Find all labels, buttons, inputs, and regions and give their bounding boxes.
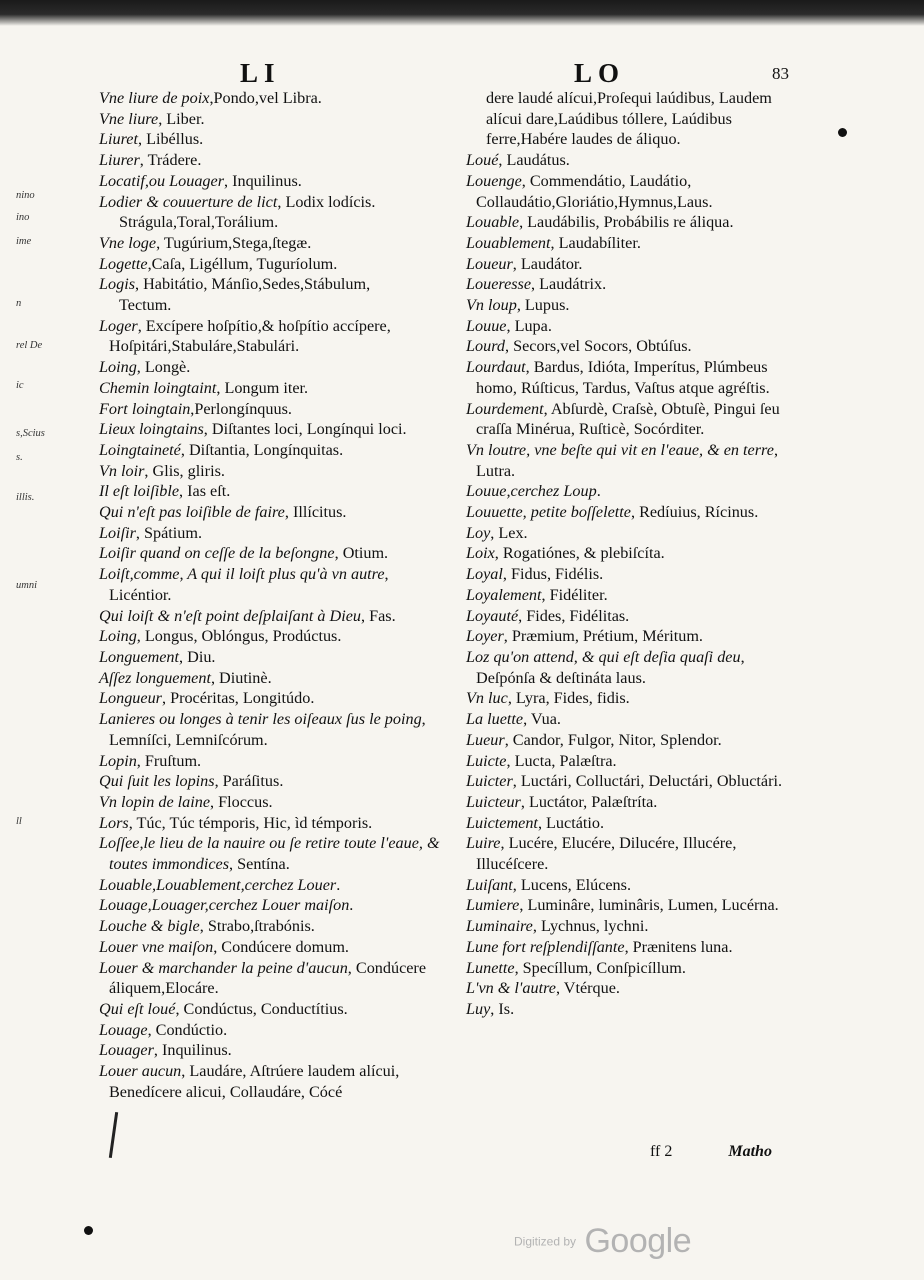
dictionary-entry bbox=[99, 440, 449, 461]
entry-headword: Aſſez longuement bbox=[99, 668, 211, 687]
dictionary-entry bbox=[99, 709, 449, 750]
entry-translation: , Vtérque. bbox=[555, 979, 620, 998]
entry-translation: , Fidéliter. bbox=[541, 585, 608, 604]
dictionary-entry bbox=[466, 440, 806, 481]
entry-headword: Loz qu'on attend, & qui eſt deſia quaſi deu bbox=[466, 647, 741, 666]
entry-headword: Longueur bbox=[99, 689, 162, 708]
entry-translation: , Lucta, Palæſtra. bbox=[506, 751, 617, 770]
dictionary-entry bbox=[466, 895, 806, 916]
entry-headword: Louer aucun bbox=[99, 1062, 182, 1081]
dictionary-entry bbox=[99, 129, 449, 150]
dictionary-entry bbox=[466, 316, 806, 337]
dictionary-entry bbox=[466, 647, 806, 688]
dictionary-entry bbox=[466, 88, 806, 150]
entry-translation: , Illícitus. bbox=[284, 503, 347, 522]
entry-headword: Louue,cerchez Loup bbox=[466, 482, 597, 501]
entry-translation: , Paráſitus. bbox=[214, 772, 284, 791]
entry-translation: , Diſtantes loci, Longínqui loci. bbox=[203, 420, 407, 439]
catchword: Matho bbox=[728, 1143, 772, 1160]
entry-translation: , Prænitens luna. bbox=[624, 937, 733, 956]
entry-headword: Vn lopin de laine bbox=[99, 792, 211, 811]
signature-line bbox=[650, 1143, 772, 1161]
dictionary-entry bbox=[466, 709, 806, 730]
dictionary-entry bbox=[99, 461, 449, 482]
dictionary-entry bbox=[466, 254, 806, 275]
entry-translation: , Lodix lodícis. bbox=[277, 192, 376, 211]
entry-headword: Loueur bbox=[466, 254, 513, 273]
entry-translation: , Procéritas, Longitúdo. bbox=[161, 689, 315, 708]
entry-translation: , Laudáre, Aſtrúere laudem alícui, Benedícere alicui, Collaudáre, Cócé bbox=[109, 1062, 400, 1101]
entry-translation: , Condúcere áliquem,Elocáre. bbox=[109, 958, 427, 998]
entry-headword: Logette bbox=[99, 254, 148, 273]
dictionary-entry bbox=[99, 212, 449, 233]
entry-translation: , Strabo,ſtrabónis. bbox=[199, 917, 315, 936]
entry-translation: . bbox=[349, 896, 354, 915]
entry-headword: Luminaire bbox=[466, 917, 533, 936]
entry-translation: , Diutinè. bbox=[210, 668, 272, 687]
margin-note: nino bbox=[16, 190, 35, 201]
entry-headword: Luictement bbox=[466, 813, 538, 832]
entry-translation: , Floccus. bbox=[210, 792, 273, 811]
entry-headword: Louche & bigle bbox=[99, 917, 200, 936]
dictionary-entry bbox=[466, 958, 806, 979]
dictionary-entry bbox=[99, 688, 449, 709]
dictionary-entry bbox=[466, 171, 806, 212]
entry-headword: Lanieres ou longes à tenir les oiſeaux ſus le poing bbox=[99, 710, 422, 729]
dictionary-entry bbox=[466, 688, 806, 709]
ink-stroke bbox=[109, 1112, 118, 1158]
dictionary-entry bbox=[466, 274, 806, 295]
ink-dot bbox=[838, 128, 847, 137]
page-number: 83 bbox=[772, 64, 789, 83]
entry-translation: , Spátium. bbox=[135, 523, 202, 542]
dictionary-entry bbox=[99, 647, 449, 668]
entry-headword: Loyalement bbox=[466, 585, 542, 604]
digitized-watermark bbox=[514, 1222, 691, 1261]
dictionary-entry bbox=[466, 978, 806, 999]
entry-translation: , Licéntior. bbox=[109, 565, 389, 604]
entry-translation: , Luctári, Colluctári, Deluctári, Obluctári. bbox=[512, 772, 783, 791]
entry-translation: . bbox=[336, 875, 341, 894]
right-running-head: LO bbox=[574, 58, 626, 88]
dictionary-entry bbox=[466, 502, 806, 523]
entry-headword: Luiſant bbox=[466, 875, 513, 894]
margin-note: ll bbox=[16, 816, 22, 827]
dictionary-entry bbox=[466, 875, 806, 896]
entry-translation: , Secors,vel Socors, Obtúſus. bbox=[504, 337, 692, 356]
entry-headword: Lourd bbox=[466, 337, 505, 356]
right-column bbox=[466, 88, 806, 1020]
entry-translation: , Luminâre, luminâris, Lumen, Lucérna. bbox=[519, 896, 779, 915]
watermark-prefix: Digitized by bbox=[514, 1234, 577, 1249]
entry-headword: Luicter bbox=[466, 772, 513, 791]
margin-note: umni bbox=[16, 580, 37, 591]
dictionary-entry bbox=[99, 1061, 449, 1102]
dictionary-entry bbox=[466, 916, 806, 937]
dictionary-entry bbox=[99, 626, 449, 647]
dictionary-entry bbox=[99, 419, 449, 440]
entry-translation: , Laudátrix. bbox=[531, 275, 607, 294]
entry-translation: , Commendátio, Laudátio, Collaudátio,Gloriátio,Hymnus,Laus. bbox=[476, 171, 713, 211]
dictionary-entry bbox=[466, 399, 806, 440]
entry-headword: Lumiere bbox=[466, 896, 520, 915]
entry-headword: Fort loingtain bbox=[99, 399, 191, 418]
dictionary-entry bbox=[99, 192, 449, 213]
entry-headword: Loix bbox=[466, 544, 495, 563]
entry-translation: , Longus, Oblóngus, Prodúctus. bbox=[136, 627, 342, 646]
entry-headword: Vn loutre, vne beſte qui vit en l'eaue, & en terre bbox=[466, 440, 774, 459]
entry-headword: Loingtaineté bbox=[99, 440, 181, 459]
entry-headword: Louue bbox=[466, 316, 507, 335]
entry-translation: , Otium. bbox=[334, 544, 389, 563]
entry-headword: Luicteur bbox=[466, 792, 521, 811]
entry-translation: , Inquilinus. bbox=[153, 1041, 232, 1060]
entry-headword: Chemin loingtaint bbox=[99, 378, 217, 397]
dictionary-entry bbox=[99, 958, 449, 999]
entry-translation: , Lupus. bbox=[516, 296, 570, 315]
entry-headword: Louer & marchander la peine d'aucun bbox=[99, 958, 348, 977]
dictionary-entry bbox=[466, 212, 806, 233]
entry-translation: , Lex. bbox=[490, 523, 528, 542]
dictionary-entry bbox=[99, 523, 449, 544]
entry-translation: Strágula,Toral,Torálium. bbox=[119, 213, 279, 232]
margin-note: rel De bbox=[16, 340, 43, 351]
dictionary-entry bbox=[99, 999, 449, 1020]
entry-headword: Lodier & couuerture de lict bbox=[99, 192, 278, 211]
entry-translation: . bbox=[596, 482, 601, 501]
dictionary-entry bbox=[466, 626, 806, 647]
entry-translation: , Diu. bbox=[179, 647, 216, 666]
entry-translation: , Trádere. bbox=[139, 151, 202, 170]
margin-note: ime bbox=[16, 236, 32, 247]
entry-headword: Loyauté bbox=[466, 606, 519, 625]
entry-headword: Loiſt,comme, A qui il loiſt plus qu'à vn autre bbox=[99, 565, 385, 584]
dictionary-entry bbox=[466, 150, 806, 171]
dictionary-entry bbox=[99, 875, 449, 896]
entry-headword: Loy bbox=[466, 523, 491, 542]
entry-headword: Louage bbox=[99, 1020, 148, 1039]
entry-headword: Loing bbox=[99, 627, 137, 646]
entry-headword: Lune fort reſplendiſſante bbox=[466, 937, 625, 956]
entry-headword: Logis bbox=[99, 275, 135, 294]
entry-translation: , Condúctio. bbox=[147, 1020, 228, 1039]
entry-translation: , Laudabíliter. bbox=[550, 233, 641, 252]
entry-translation: , Fas. bbox=[361, 606, 396, 625]
dictionary-entry bbox=[466, 999, 806, 1020]
entry-translation: , Luctátio. bbox=[537, 813, 605, 832]
entry-translation: ,Perlongínquus. bbox=[190, 399, 292, 418]
entry-headword: Qui eſt loué bbox=[99, 999, 176, 1018]
dictionary-entry bbox=[466, 233, 806, 254]
entry-translation: , Rogatiónes, & plebiſcíta. bbox=[494, 544, 665, 563]
dictionary-entry bbox=[99, 378, 449, 399]
entry-headword: Loyal bbox=[466, 565, 503, 584]
dictionary-entry bbox=[466, 606, 806, 627]
entry-headword: Loſſee,le lieu de la nauire ou ſe retire toute l'eaue, & toutes immondices bbox=[99, 834, 440, 874]
dictionary-entry bbox=[466, 523, 806, 544]
entry-translation: , Specíllum, Conſpicíllum. bbox=[514, 958, 686, 977]
entry-translation: , Candor, Fulgor, Nitor, Splendor. bbox=[504, 730, 722, 749]
entry-headword: La luette bbox=[466, 710, 524, 729]
entry-translation: , Condúcere domum. bbox=[213, 937, 349, 956]
dictionary-entry bbox=[466, 771, 806, 792]
entry-translation: , Longè. bbox=[136, 358, 191, 377]
dictionary-entry bbox=[99, 254, 449, 275]
entry-translation: ,Caſa, Ligéllum, Tuguríolum. bbox=[147, 254, 338, 273]
dictionary-entry bbox=[99, 502, 449, 523]
entry-headword: Louuette, petite boſſelette bbox=[466, 503, 631, 522]
entry-translation: , Tugúrium,Stega,ſtegæ. bbox=[156, 233, 312, 252]
entry-translation: , Vua. bbox=[523, 710, 561, 729]
entry-translation: , Excípere hoſpítio,& hoſpítio accípere, Hoſpitári,Stabuláre,Stabulári. bbox=[109, 316, 391, 356]
entry-headword: Qui ſuit les lopins bbox=[99, 772, 215, 791]
entry-translation: Tectum. bbox=[119, 296, 172, 315]
entry-headword: Lueur bbox=[466, 730, 505, 749]
entry-headword: Lors bbox=[99, 813, 129, 832]
entry-translation: , Fidus, Fidélis. bbox=[502, 565, 604, 584]
entry-translation: , Lyra, Fides, fidis. bbox=[507, 689, 630, 708]
entry-headword: Lourdaut bbox=[466, 358, 526, 377]
dictionary-entry bbox=[99, 771, 449, 792]
entry-translation: , Præmium, Prétium, Méritum. bbox=[503, 627, 703, 646]
dictionary-entry bbox=[466, 792, 806, 813]
entry-headword: Loueresse bbox=[466, 275, 532, 294]
entry-headword: Liurer bbox=[99, 151, 140, 170]
entry-headword: Louablement bbox=[466, 233, 551, 252]
dictionary-entry bbox=[99, 813, 449, 834]
entry-translation: , Diſtantia, Longínquitas. bbox=[180, 440, 344, 459]
scan-dark-edge bbox=[0, 0, 924, 26]
entry-translation: , Bardus, Idióta, Imperítus, Plúmbeus homo, Rúſticus, Tardus, Vaſtus atque agréſtis. bbox=[476, 358, 770, 397]
entry-headword: Longuement bbox=[99, 647, 180, 666]
signature-mark: ff 2 bbox=[650, 1143, 673, 1160]
dictionary-entry bbox=[99, 171, 449, 192]
dictionary-entry bbox=[99, 1020, 449, 1041]
entry-headword: Vn luc bbox=[466, 689, 508, 708]
entry-translation: , Lupa. bbox=[506, 316, 552, 335]
entry-translation: ,Pondo,vel Libra. bbox=[209, 89, 322, 107]
dictionary-entry bbox=[466, 295, 806, 316]
dictionary-entry bbox=[99, 916, 449, 937]
dictionary-entry bbox=[466, 336, 806, 357]
dictionary-entry bbox=[466, 937, 806, 958]
entry-headword: Loyer bbox=[466, 627, 504, 646]
entry-translation: , Lychnus, lychni. bbox=[532, 917, 649, 936]
entry-translation: , Túc, Túc témporis, Hic, ìd témporis. bbox=[128, 813, 373, 832]
dictionary-entry bbox=[99, 937, 449, 958]
entry-headword: Qui loiſt & n'eſt point deſplaiſant à Dieu bbox=[99, 606, 361, 625]
entry-translation: , Liber. bbox=[158, 109, 205, 128]
entry-translation: , Lemníſci, Lemniſcórum. bbox=[109, 710, 426, 749]
dictionary-entry bbox=[466, 833, 806, 874]
dictionary-entry bbox=[99, 481, 449, 502]
entry-translation: , Ias eſt. bbox=[179, 482, 231, 501]
entry-translation: , Abſurdè, Craſsè, Obtuſè, Pingui ſeu craſſa Minérua, Ruſticè, Socórditer. bbox=[476, 399, 780, 439]
entry-translation: dere laudé alícui,Proſequi laúdibus, Laudem alícui dare,Laúdibus tóllere, Laúdibus ferre,Habére laudes de áliquo. bbox=[486, 89, 772, 149]
dictionary-entry bbox=[99, 564, 449, 605]
entry-translation: , Glis, gliris. bbox=[144, 461, 225, 480]
entry-headword: Lieux loingtains bbox=[99, 420, 204, 439]
entry-headword: Lopin bbox=[99, 751, 137, 770]
entry-headword: Louage,Louager,cerchez Louer maiſon bbox=[99, 896, 350, 915]
margin-note: ino bbox=[16, 212, 30, 223]
entry-translation: , Fruſtum. bbox=[136, 751, 202, 770]
entry-headword: Louager bbox=[99, 1041, 154, 1060]
entry-headword: Louer vne maiſon bbox=[99, 937, 214, 956]
dictionary-entry bbox=[99, 109, 449, 130]
dictionary-entry bbox=[99, 88, 449, 109]
entry-translation: , Longum iter. bbox=[216, 378, 309, 397]
dictionary-entry bbox=[99, 833, 449, 874]
entry-headword: Vn loup bbox=[466, 296, 517, 315]
entry-translation: , Lucens, Elúcens. bbox=[512, 875, 632, 894]
entry-headword: Liuret bbox=[99, 130, 138, 149]
entry-headword: Louable,Louablement,cerchez Louer bbox=[99, 875, 337, 894]
dictionary-entry bbox=[99, 543, 449, 564]
margin-note: s,Scius bbox=[16, 428, 45, 439]
entry-headword: Locatif,ou Louager bbox=[99, 171, 225, 190]
entry-headword: Loing bbox=[99, 358, 137, 377]
margin-note: illis. bbox=[16, 492, 35, 503]
dictionary-entry bbox=[99, 668, 449, 689]
left-running-head: LI bbox=[240, 58, 281, 88]
entry-translation: , Is. bbox=[490, 999, 515, 1018]
dictionary-entry bbox=[99, 150, 449, 171]
entry-headword: Louable bbox=[466, 213, 520, 232]
entry-headword: Luire bbox=[466, 834, 501, 853]
entry-headword: Loué bbox=[466, 151, 499, 170]
dictionary-entry bbox=[466, 813, 806, 834]
entry-translation: , Libéllus. bbox=[137, 130, 204, 149]
entry-translation: , Lucére, Elucére, Dilucére, Illucére, Illucéſcere. bbox=[476, 834, 737, 874]
entry-headword: Loiſir bbox=[99, 523, 136, 542]
margin-note: n bbox=[16, 298, 22, 309]
entry-translation: , Deſpónſa & deſtináta laus. bbox=[476, 647, 745, 687]
dictionary-entry bbox=[99, 316, 449, 357]
margin-note: s. bbox=[16, 452, 23, 463]
entry-translation: , Sentína. bbox=[229, 855, 290, 874]
entry-headword: Louenge bbox=[466, 171, 522, 190]
entry-headword: Luicte bbox=[466, 751, 507, 770]
ink-dot bbox=[84, 1226, 93, 1235]
entry-translation: , Luctátor, Palæſtríta. bbox=[520, 792, 658, 811]
entry-translation: , Lutra. bbox=[476, 440, 778, 480]
entry-translation: , Condúctus, Conductítius. bbox=[175, 999, 348, 1018]
entry-headword: Luy bbox=[466, 999, 491, 1018]
entry-translation: , Laudátus. bbox=[498, 151, 570, 170]
dictionary-entry bbox=[99, 606, 449, 627]
entry-headword: Lourdement bbox=[466, 399, 544, 418]
dictionary-entry bbox=[99, 895, 449, 916]
dictionary-entry bbox=[99, 357, 449, 378]
entry-headword: Loiſir quand on ceſſe de la beſongne bbox=[99, 544, 335, 563]
entry-translation: , Laudátor. bbox=[512, 254, 583, 273]
left-column bbox=[99, 88, 449, 1102]
dictionary-entry bbox=[99, 295, 449, 316]
entry-headword: Lunette bbox=[466, 958, 515, 977]
dictionary-entry bbox=[466, 564, 806, 585]
entry-translation: , Inquilinus. bbox=[224, 171, 302, 190]
entry-headword: Loger bbox=[99, 316, 138, 335]
watermark-brand: Google bbox=[584, 1222, 692, 1260]
dictionary-entry bbox=[466, 751, 806, 772]
dictionary-entry bbox=[466, 585, 806, 606]
margin-note: ic bbox=[16, 380, 24, 391]
dictionary-entry bbox=[99, 751, 449, 772]
dictionary-entry bbox=[99, 1040, 449, 1061]
entry-translation: , Redíuius, Rícinus. bbox=[630, 503, 759, 522]
dictionary-entry bbox=[466, 543, 806, 564]
dictionary-entry bbox=[99, 399, 449, 420]
dictionary-entry bbox=[99, 274, 449, 295]
entry-translation: , Laudábilis, Probábilis re áliqua. bbox=[519, 213, 734, 232]
dictionary-entry bbox=[466, 730, 806, 751]
entry-headword: Il eſt loiſible bbox=[99, 482, 180, 501]
entry-headword: Qui n'eſt pas loiſible de faire bbox=[99, 503, 285, 522]
entry-translation: , Habitátio, Mánſio,Sedes,Stábulum, bbox=[135, 275, 371, 294]
dictionary-entry bbox=[99, 233, 449, 254]
entry-headword: Vne liure de poix bbox=[99, 89, 210, 107]
entry-translation: , Fides, Fidélitas. bbox=[518, 606, 630, 625]
dictionary-entry bbox=[466, 357, 806, 398]
entry-headword: L'vn & l'autre bbox=[466, 979, 556, 998]
entry-headword: Vn loir bbox=[99, 461, 145, 480]
dictionary-entry bbox=[99, 792, 449, 813]
entry-headword: Vne loge bbox=[99, 233, 157, 252]
dictionary-entry bbox=[466, 481, 806, 502]
entry-headword: Vne liure bbox=[99, 109, 159, 128]
